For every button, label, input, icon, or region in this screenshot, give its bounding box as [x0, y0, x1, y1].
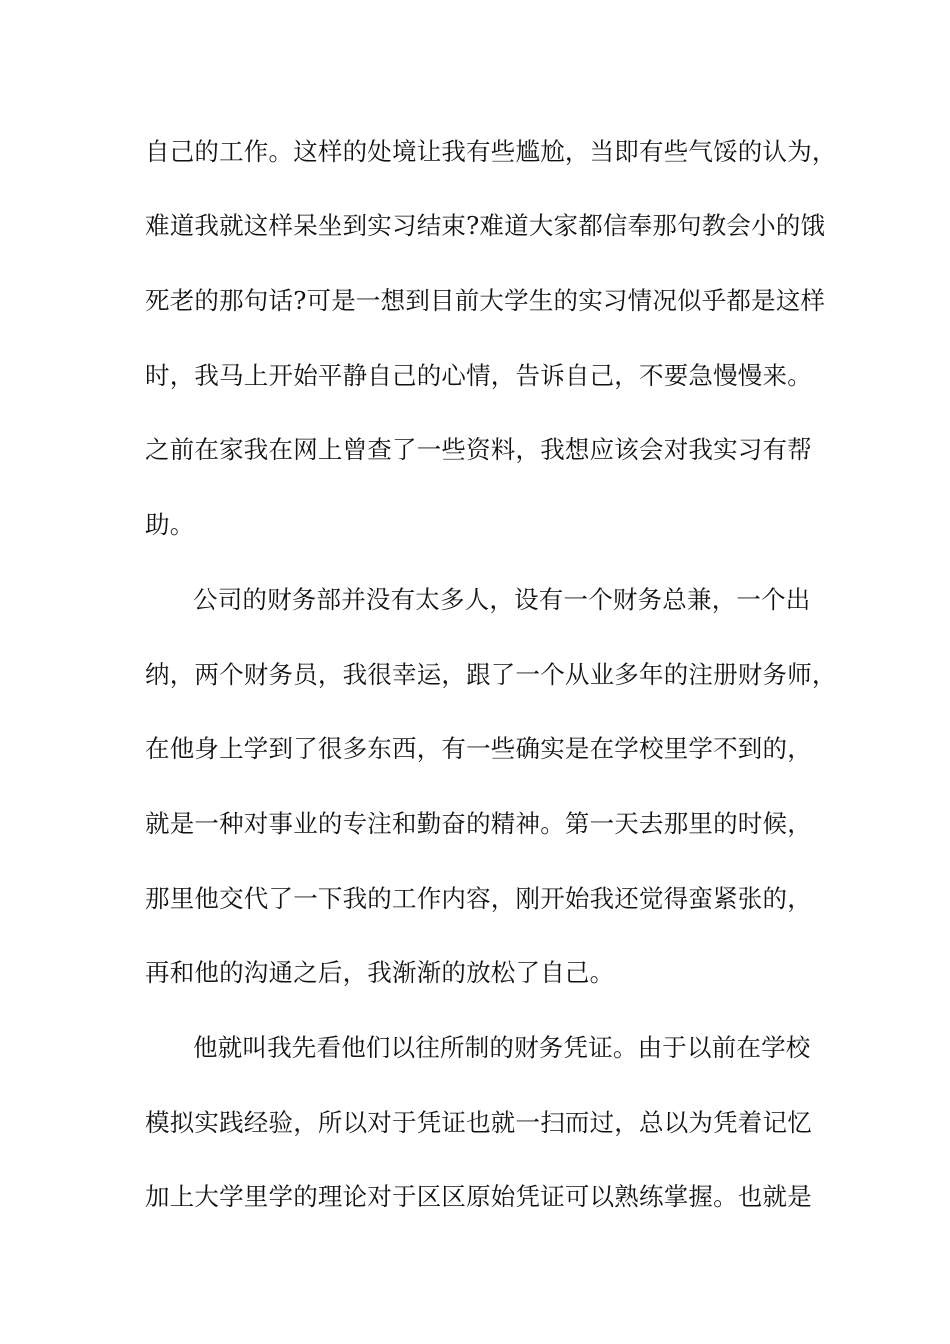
- paragraph-first-line: 他就叫我先看他们以往所制的财务凭证。由于以前在学校: [193, 1033, 811, 1062]
- text-line: 死老的那句话?可是一想到目前大学生的实习情况似乎都是这样: [145, 286, 826, 315]
- text-line: 之前在家我在网上曾查了一些资料，我想应该会对我实习有帮: [145, 435, 812, 464]
- text-line: 模拟实践经验，所以对于凭证也就一扫而过，总以为凭着记忆: [145, 1108, 812, 1137]
- text-line: 那里他交代了一下我的工作内容，刚开始我还觉得蛮紧张的，: [145, 884, 812, 913]
- text-line: 就是一种对事业的专注和勤奋的精神。第一天去那里的时候，: [145, 809, 812, 838]
- paragraph-first-line: 公司的财务部并没有太多人，设有一个财务总兼，一个出: [193, 585, 811, 614]
- text-line: 自己的工作。这样的处境让我有些尴尬，当即有些气馁的认为，: [145, 137, 837, 166]
- text-line: 在他身上学到了很多东西，有一些确实是在学校里学不到的，: [145, 734, 812, 763]
- text-line: 再和他的沟通之后，我渐渐的放松了自己。: [145, 958, 615, 987]
- text-line: 难道我就这样呆坐到实习结束?难道大家都信奉那句教会小的饿: [145, 211, 826, 240]
- text-line: 助。: [145, 510, 195, 539]
- text-line: 纳，两个财务员，我很幸运，跟了一个从业多年的注册财务师，: [145, 660, 837, 689]
- text-line: 时，我马上开始平静自己的心情，告诉自己，不要急慢慢来。: [145, 361, 812, 390]
- text-line: 加上大学里学的理论对于区区原始凭证可以熟练掌握。也就是: [145, 1182, 812, 1211]
